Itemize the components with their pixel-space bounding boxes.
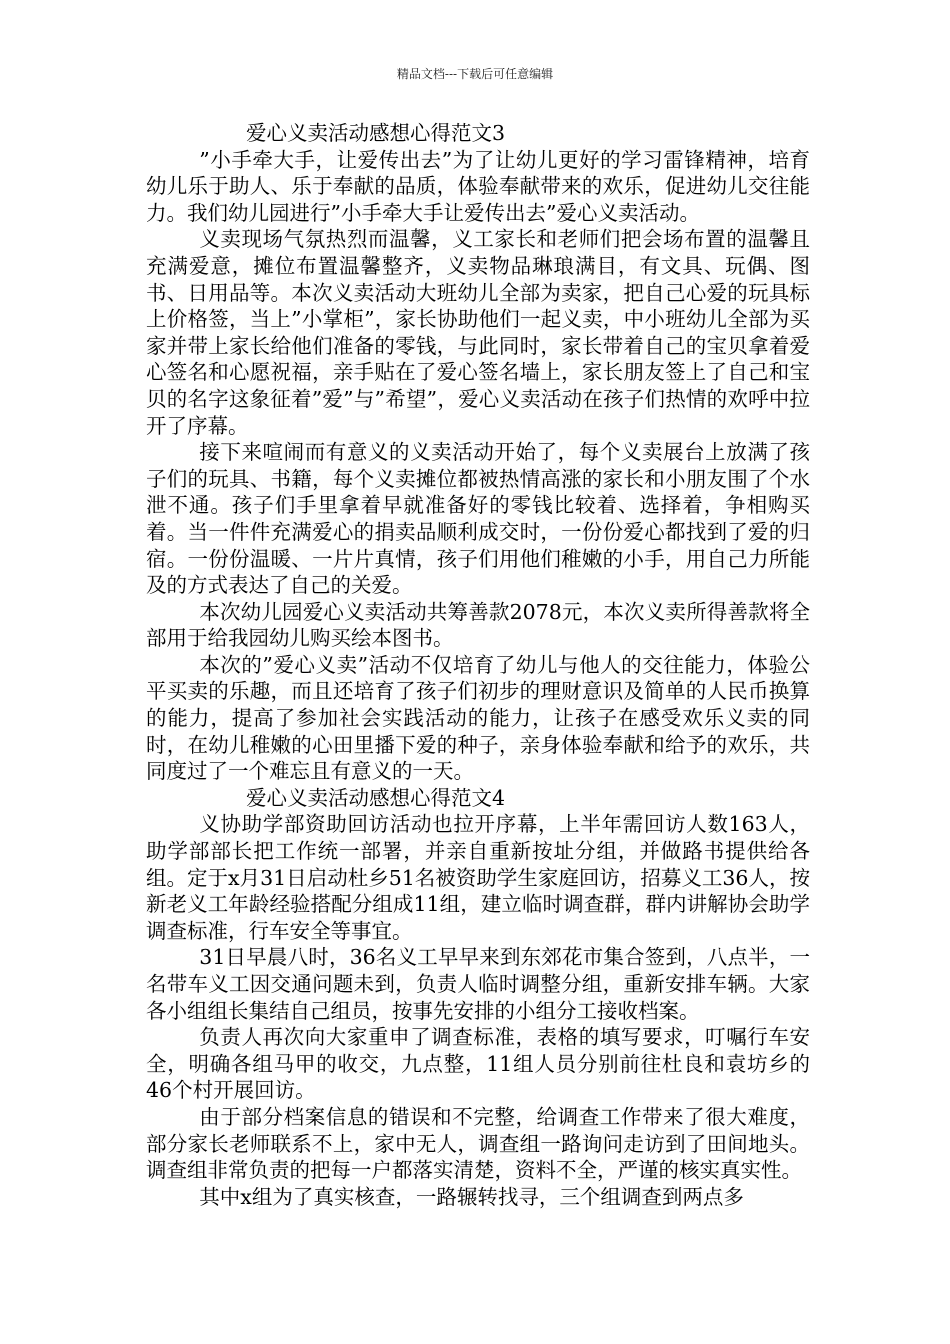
document-body <box>146 120 810 1210</box>
section-4-paragraph-2: 31日早晨八时，36名义工早早来到东郊花市集合签到，八点半，一名带车义工因交通问题未到，负责人临时调整分组，重新安排车辆。大家各小组组长集结自己组员，按事先安排的小组分工接收档案。 <box>146 945 810 1023</box>
section-4-paragraph-4: 由于部分档案信息的错误和不完整，给调查工作带来了很大难度，部分家长老师联系不上，家中无人，调查组一路询问走访到了田间地头。调查组非常负责的把每一户都落实清楚，资料不全，严谨的核实真实性。 <box>146 1104 810 1183</box>
section-3-paragraph-2: 义卖现场气氛热烈而温馨，义工家长和老师们把会场布置的温馨且充满爱意，摊位布置温馨整齐，义卖物品琳琅满目，有文具、玩偶、图书、日用品等。本次义卖活动大班幼儿全部为卖家，把自己心爱的玩具标上价格签，当上”小掌柜”，家长协助他们一起义卖，中小班幼儿全部为买家并带上家长给他们准备的零钱，与此同时，家长带着自己的宝贝拿着爱心签名和心愿祝福，亲手贴在了爱心签名墙上，家长朋友签上了自己和宝贝的名字这象征着”爱”与”希望”，爱心义卖活动在孩子们热情的欢呼中拉开了序幕。 <box>146 227 810 438</box>
section-3-title: 爱心义卖活动感想心得范文3 <box>246 121 506 145</box>
section-4-paragraph-5: 其中x组为了真实核查，一路辗转找寻，三个组调查到两点多 <box>199 1184 744 1209</box>
section-4-paragraph-3: 负责人再次向大家重申了调查标准，表格的填写要求，叮嘱行车安全，明确各组马甲的收交，九点整，11组人员分别前往杜良和袁坊乡的46个村开展回访。 <box>146 1025 810 1103</box>
section-3-paragraph-1: ”小手牵大手，让爱传出去”为了让幼儿更好的学习雷锋精神，培育幼儿乐于助人、乐于奉献的品质，体验奉献带来的欢乐，促进幼儿交往能力。我们幼儿园进行”小手牵大手让爱传出去”爱心义卖活动。 <box>146 147 810 225</box>
section-4-paragraph-1: 义协助学部资助回访活动也拉开序幕，上半年需回访人数163人，助学部部长把工作统一部署，并亲自重新按址分组，并做路书提供给各组。定于x月31日启动杜乡51名被资助学生家庭回访，招募义工36人，按新老义工年龄经验搭配分组成11组，建立临时调查群，群内讲解协会助学调查标准，行车安全等事宜。 <box>146 812 810 943</box>
section-3-paragraph-3: 接下来喧闹而有意义的义卖活动开始了，每个义卖展台上放满了孩子们的玩具、书籍，每个义卖摊位都被热情高涨的家长和小朋友围了个水泄不通。孩子们手里拿着早就准备好的零钱比较着、选择着，争相购买着。当一件件充满爱心的捐卖品顺利成交时，一份份爱心都找到了爱的归宿。一份份温暖、一片片真情，孩子们用他们稚嫩的小手，用自己力所能及的方式表达了自己的关爱。 <box>146 440 810 598</box>
section-3-paragraph-4: 本次幼儿园爱心义卖活动共筹善款2078元，本次义卖所得善款将全部用于给我园幼儿购买绘本图书。 <box>146 599 810 651</box>
section-4-title: 爱心义卖活动感想心得范文4 <box>246 785 506 810</box>
page-header-note: 精品文档---下载后可任意编辑 <box>396 67 554 81</box>
section-3-paragraph-5: 本次的”爱心义卖”活动不仅培育了幼儿与他人的交往能力，体验公平买卖的乐趣，而且还培育了孩子们初步的理财意识及简单的人民币换算的能力，提高了参加社会实践活动的能力，让孩子在感受欢乐义卖的同时，在幼儿稚嫩的心田里播下爱的种子，亲身体验奉献和给予的欢乐，共同度过了一个难忘且有意义的一天。 <box>146 652 810 784</box>
